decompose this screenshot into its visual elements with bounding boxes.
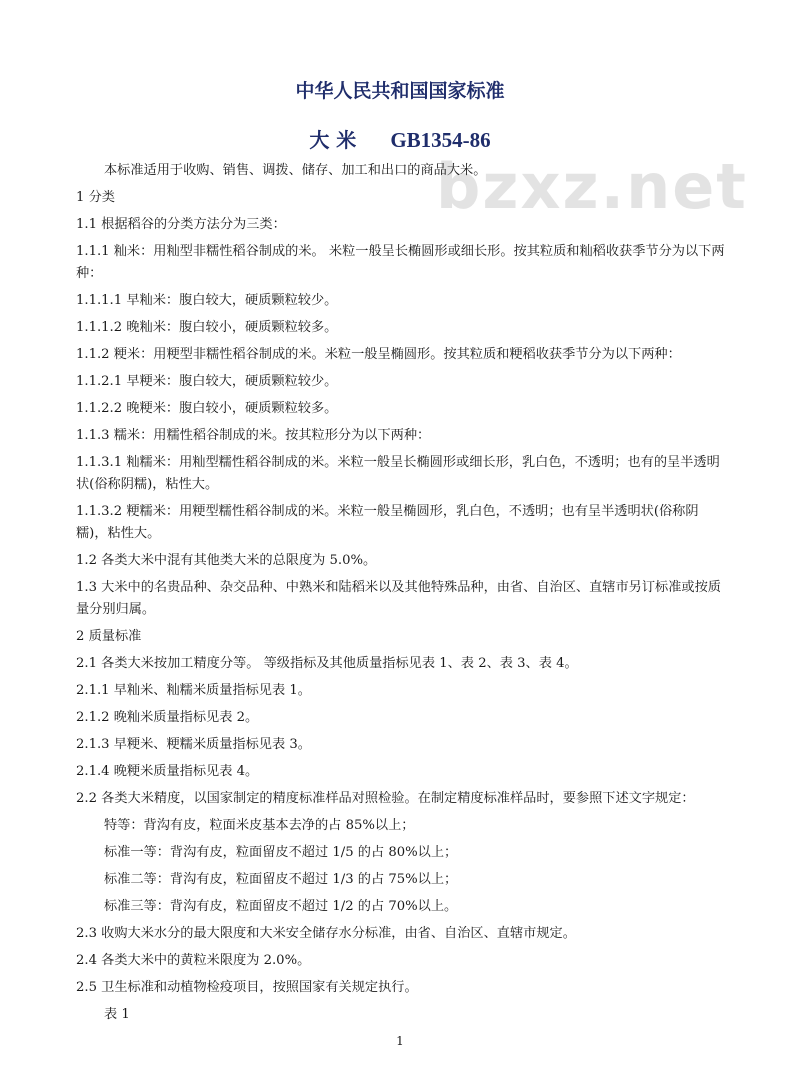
page-number: 1 (396, 1034, 404, 1048)
clause: 2.5 卫生标准和动植物检疫项目，按照国家有关规定执行。 (76, 980, 418, 995)
section-heading: 2 质量标准 (76, 629, 142, 644)
clause: 1.1.1.2 晚籼米：腹白较小，硬质颗粒较多。 (76, 320, 338, 335)
clause: 1.1.3.1 籼糯米：用籼型糯性稻谷制成的米。米粒一般呈长椭圆形或细长形，乳白色，不透明；也有的呈半透明状(俗称阴糯)，粘性大。 (76, 455, 720, 492)
clause: 1.1.2.1 早粳米：腹白较大，硬质颗粒较少。 (76, 374, 338, 389)
clause: 1.1 根据稻谷的分类方法分为三类： (76, 217, 286, 232)
grade-rule: 标准一等：背沟有皮，粒面留皮不超过 1/5 的占 80%以上； (104, 845, 458, 860)
clause: 2.3 收购大米水分的最大限度和大米安全储存水分标准，由省、自治区、直辖市规定。 (76, 926, 576, 941)
clause: 2.1.1 早籼米、籼糯米质量指标见表 1。 (76, 683, 311, 698)
clause: 2.2 各类大米精度，以国家制定的精度标准样品对照检验。在制定精度标准样品时，要参照下述文字规定： (76, 791, 695, 806)
watermark: bzxz.net (436, 150, 748, 223)
standard-code: GB1354-86 (390, 128, 491, 152)
clause: 1.1.3 糯米：用糯性稻谷制成的米。按其粒形分为以下两种： (76, 428, 431, 443)
clause: 2.1.2 晚籼米质量指标见表 2。 (76, 710, 259, 725)
intro-paragraph: 本标准适用于收购、销售、调拨、储存、加工和出口的商品大米。 (104, 163, 487, 178)
table-caption: 表 1 (104, 1007, 130, 1022)
grade-rule: 标准二等：背沟有皮，粒面留皮不超过 1/3 的占 75%以上； (104, 872, 458, 887)
standard-title: 中华人民共和国国家标准 (295, 80, 505, 102)
section-heading: 1 分类 (76, 190, 115, 205)
document-body (76, 160, 730, 1031)
clause: 1.3 大米中的名贵品种、杂交品种、中熟米和陆稻米以及其他特殊品种，由省、自治区、直辖市另订标准或按质量分别归属。 (76, 580, 721, 617)
grade-rule: 标准三等：背沟有皮，粒面留皮不超过 1/2 的占 70%以上。 (104, 899, 458, 914)
clause: 1.1.1.1 早籼米：腹白较大，硬质颗粒较少。 (76, 293, 338, 308)
clause: 2.4 各类大米中的黄粒米限度为 2.0%。 (76, 953, 311, 968)
clause: 2.1.3 早粳米、粳糯米质量指标见表 3。 (76, 737, 311, 752)
document-subtitle: 大 米 (309, 128, 357, 152)
clause: 1.1.2 粳米：用粳型非糯性稻谷制成的米。米粒一般呈椭圆形。按其粒质和粳稻收获季节分为以下两种： (76, 347, 681, 362)
document-heading (0, 124, 800, 153)
clause: 1.1.1 籼米：用籼型非糯性稻谷制成的米。 米粒一般呈长椭圆形或细长形。按其粒质和籼稻收获季节分为以下两种： (76, 244, 725, 281)
clause: 1.1.2.2 晚粳米：腹白较小，硬质颗粒较多。 (76, 401, 338, 416)
clause: 2.1 各类大米按加工精度分等。 等级指标及其他质量指标见表 1、表 2、表 3、表 4。 (76, 656, 578, 671)
grade-rule: 特等：背沟有皮，粒面米皮基本去净的占 85%以上； (104, 818, 415, 833)
clause: 1.2 各类大米中混有其他类大米的总限度为 5.0%。 (76, 553, 377, 568)
clause: 2.1.4 晚粳米质量指标见表 4。 (76, 764, 259, 779)
clause: 1.1.3.2 粳糯米：用粳型糯性稻谷制成的米。米粒一般呈椭圆形，乳白色，不透明；也有呈半透明状(俗称阴糯)，粘性大。 (76, 504, 699, 541)
